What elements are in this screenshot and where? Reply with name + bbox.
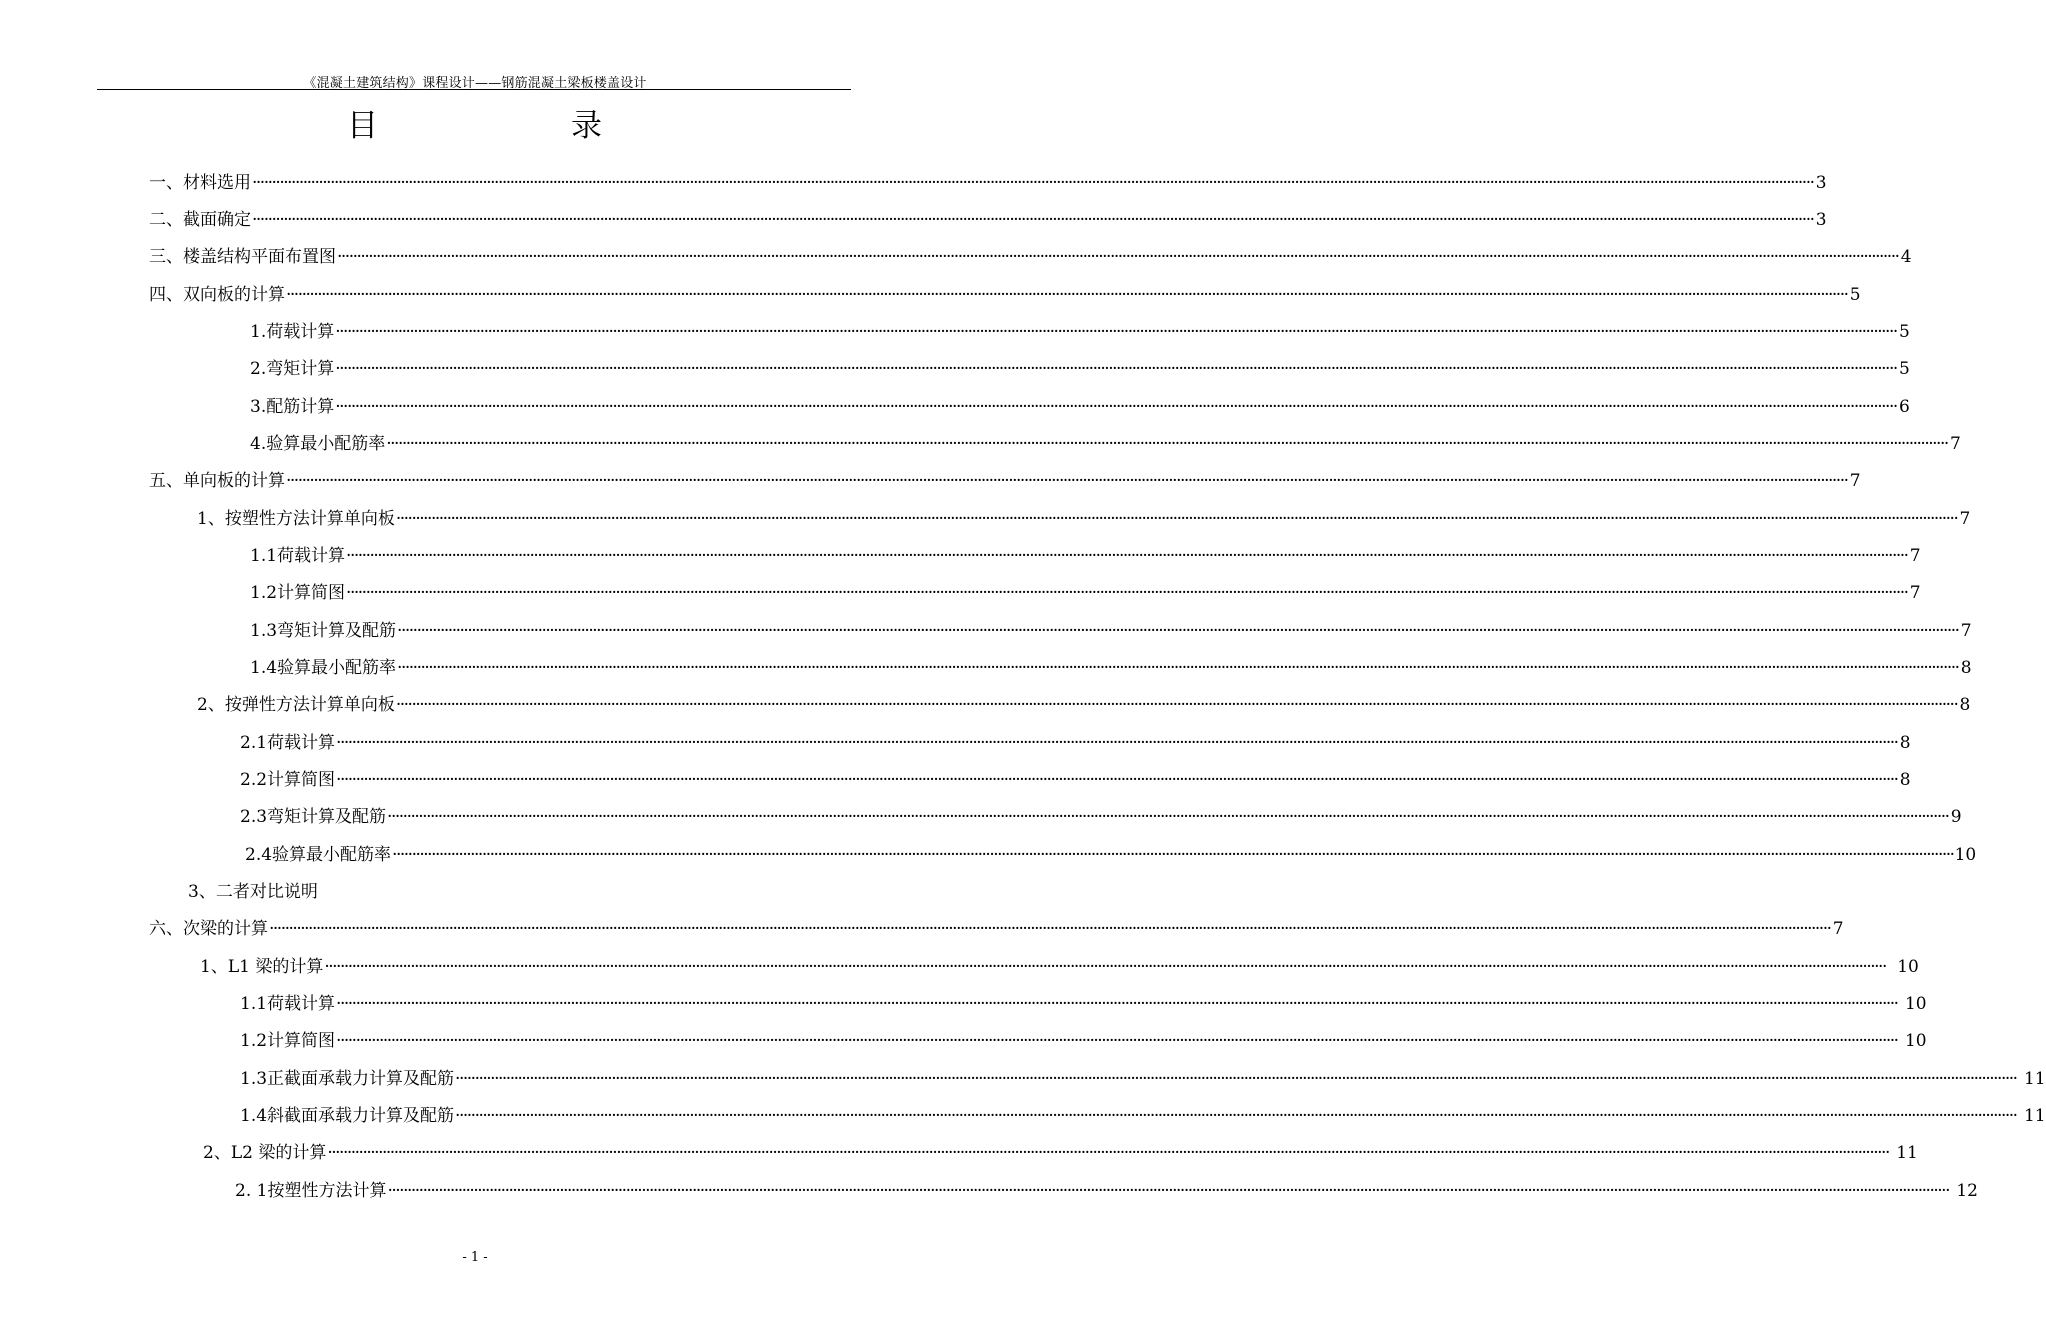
- toc-entry-label: 荷载计算: [267, 994, 336, 1014]
- toc-entry-number: 1.1: [240, 994, 268, 1014]
- toc-entry[interactable]: [149, 245, 1912, 269]
- header-rule: [97, 89, 851, 90]
- toc-dot-leader: ················································································································································································································································································································································································································: [327, 1143, 1889, 1163]
- toc-entry-label: 计算简图: [267, 770, 336, 790]
- toc-entry-number: 1.: [250, 322, 267, 342]
- toc-entry-page: 10: [1897, 957, 1919, 977]
- toc-entry-page: 11: [1896, 1143, 1918, 1163]
- toc-entry[interactable]: [203, 1141, 1918, 1165]
- toc-dot-leader: ················································································································································································································································································································································································································: [286, 285, 1848, 305]
- toc-entry-number: 2.3: [240, 807, 268, 827]
- toc-entry-label: 四、双向板的计算: [149, 285, 285, 305]
- toc-entry[interactable]: [240, 805, 1962, 829]
- toc-entry[interactable]: [240, 1104, 2046, 1128]
- toc-entry-label: 计算简图: [277, 583, 346, 603]
- toc-entry-page: 4: [1900, 247, 1912, 267]
- toc-entry-page: 12: [1956, 1181, 1978, 1201]
- toc-dot-leader: ················································································································································································································································································································································································································: [286, 471, 1848, 491]
- toc-entry-number: 1.2: [250, 583, 278, 603]
- toc-entry-label: 验算最小配筋率: [272, 845, 392, 865]
- toc-entry-page: 6: [1898, 397, 1910, 417]
- toc-entry[interactable]: [149, 208, 1827, 232]
- toc-entry[interactable]: [245, 843, 1977, 867]
- toc-entry-label: 配筋计算: [266, 397, 335, 417]
- toc-title-char-2: 录: [571, 108, 602, 144]
- toc-entry-page: 7: [1849, 471, 1861, 491]
- toc-dot-leader: ················································································································································································································································································································································································································: [252, 173, 1814, 193]
- toc-entry-label: 验算最小配筋率: [277, 658, 397, 678]
- toc-entry-page: 5: [1898, 322, 1910, 342]
- toc-title-char-1: 目: [347, 108, 378, 144]
- toc-dot-leader: ················································································································································································································································································································································································································: [387, 807, 1949, 827]
- toc-entry[interactable]: [240, 992, 1927, 1016]
- toc-dot-leader: ················································································································································································································································································································································································································: [336, 733, 1898, 753]
- toc-entry[interactable]: [200, 955, 1919, 979]
- toc-dot-leader: ················································································································································································································································································································································································································: [387, 1181, 1949, 1201]
- toc-entry-page: 8: [1899, 733, 1911, 753]
- toc-entry-label: 荷载计算: [266, 322, 335, 342]
- toc-entry-label: 按塑性方法计算: [267, 1181, 387, 1201]
- toc-entry-number: 2. 1: [235, 1181, 268, 1201]
- toc-entry-page: 3: [1815, 173, 1827, 193]
- toc-dot-leader: ················································································································································································································································································································································································································: [335, 397, 1897, 417]
- toc-dot-leader: ················································································································································································································································································································································································································: [395, 695, 1958, 715]
- toc-entry[interactable]: [149, 283, 1861, 307]
- toc-entry-number: 4.: [250, 434, 267, 454]
- toc-entry[interactable]: [240, 1029, 1927, 1053]
- running-header: 《混凝土建筑结构》课程设计——钢筋混凝土梁板楼盖设计: [303, 76, 647, 91]
- toc-entry[interactable]: [197, 693, 1971, 717]
- toc-entry-number: 2.4: [245, 845, 273, 865]
- toc-entry[interactable]: [235, 1179, 1978, 1203]
- toc-entry-page: 10: [1904, 994, 1927, 1014]
- toc-dot-leader: ················································································································································································································································································································································································································: [336, 994, 1898, 1014]
- toc-entry-label: 弯矩计算: [266, 359, 335, 379]
- toc-entry-page: 7: [1959, 509, 1971, 529]
- toc-dot-leader: ················································································································································································································································································································································································································: [455, 1069, 2017, 1089]
- page-number: - 1 -: [462, 1250, 488, 1265]
- toc-entry-page: 7: [1909, 583, 1921, 603]
- toc-dot-leader: ················································································································································································································································································································································································································: [336, 770, 1898, 790]
- toc-entry[interactable]: [250, 656, 1972, 680]
- toc-dot-leader: ················································································································································································································································································································································································································: [335, 359, 1897, 379]
- toc-entry[interactable]: [250, 544, 1921, 568]
- toc-entry-number: 1.2: [240, 1031, 268, 1051]
- toc-entry-number: 1.4: [240, 1106, 268, 1126]
- toc-entry-number: 1.3: [250, 621, 278, 641]
- toc-entry-number: 1.4: [250, 658, 278, 678]
- toc-dot-leader: ················································································································································································································································································································································································································: [337, 247, 1899, 267]
- toc-entry[interactable]: [197, 507, 1971, 531]
- toc-dot-leader: ················································································································································································································································································································································································································: [455, 1106, 2017, 1126]
- toc-entry[interactable]: [250, 357, 1910, 381]
- toc-dot-leader: ················································································································································································································································································································································································································: [324, 957, 1886, 977]
- toc-entry-label: 正截面承载力计算及配筋: [267, 1069, 455, 1089]
- toc-entry-page: 3: [1815, 210, 1827, 230]
- toc-entry-label: 计算简图: [267, 1031, 336, 1051]
- toc-entry-label: 斜截面承载力计算及配筋: [267, 1106, 455, 1126]
- toc-entry-number: 2.1: [240, 733, 268, 753]
- toc-entry-label: 2、L2 梁的计算: [203, 1143, 327, 1163]
- toc-entry-page: 5: [1898, 359, 1910, 379]
- toc-entry[interactable]: [240, 731, 1911, 755]
- toc-dot-leader: ················································································································································································································································································································································································································: [335, 322, 1897, 342]
- toc-dot-leader: ················································································································································································································································································································································································································: [336, 1031, 1898, 1051]
- toc-entry-page: 11: [2023, 1069, 2046, 1089]
- toc-entry-number: 2.: [250, 359, 267, 379]
- toc-entry-label: 1、L1 梁的计算: [200, 957, 324, 977]
- toc-entry-number: 3.: [250, 397, 267, 417]
- toc-entry[interactable]: [250, 395, 1910, 419]
- toc-entry-page: 8: [1960, 658, 1972, 678]
- toc-entry-number: 2.2: [240, 770, 268, 790]
- toc-dot-leader: ················································································································································································································································································································································································································: [397, 658, 1959, 678]
- toc-entry-page: 7: [1949, 434, 1961, 454]
- toc-entry-page: 9: [1950, 807, 1962, 827]
- toc-dot-leader: ················································································································································································································································································································································································································: [395, 509, 1958, 529]
- toc-entry-label: 荷载计算: [277, 546, 346, 566]
- toc-dot-leader: ················································································································································································································································································································································································································: [392, 845, 1954, 865]
- toc-entry[interactable]: [149, 171, 1827, 195]
- toc-entry[interactable]: [250, 320, 1910, 344]
- toc-entry-label: 弯矩计算及配筋: [277, 621, 397, 641]
- toc-entry[interactable]: [149, 469, 1861, 493]
- toc-entry-label: 二、截面确定: [149, 210, 251, 230]
- toc-entry-number: 1.3: [240, 1069, 268, 1089]
- toc-dot-leader: ················································································································································································································································································································································································································: [346, 546, 1908, 566]
- toc-entry-number: 1.1: [250, 546, 278, 566]
- toc-entry-page: 7: [1832, 919, 1844, 939]
- toc-dot-leader: ················································································································································································································································································································································································································: [269, 919, 1831, 939]
- toc-entry-label: 弯矩计算及配筋: [267, 807, 387, 827]
- toc-entry-page: 10: [1954, 845, 1977, 865]
- toc-title: [0, 106, 950, 146]
- toc-entry-page: 8: [1959, 695, 1971, 715]
- toc-entry-label: 3、二者对比说明: [188, 882, 318, 902]
- toc-entry-label: 验算最小配筋率: [266, 434, 386, 454]
- toc-entry[interactable]: [149, 917, 1844, 941]
- toc-entry[interactable]: [240, 768, 1911, 792]
- toc-entry[interactable]: [240, 1067, 2046, 1091]
- toc-entry[interactable]: [250, 619, 1972, 643]
- toc-entry-page: 7: [1909, 546, 1921, 566]
- toc-entry-page: 8: [1899, 770, 1911, 790]
- toc-entry[interactable]: [250, 581, 1921, 605]
- toc-dot-leader: ················································································································································································································································································································································································································: [252, 210, 1814, 230]
- toc-entry-label: 五、单向板的计算: [149, 471, 285, 491]
- toc-dot-leader: ················································································································································································································································································································································································································: [397, 621, 1959, 641]
- toc-dot-leader: ················································································································································································································································································································································································································: [386, 434, 1948, 454]
- toc-entry-page: 5: [1849, 285, 1861, 305]
- toc-entry-label: 2、按弹性方法计算单向板: [197, 695, 395, 715]
- toc-entry[interactable]: [188, 880, 848, 904]
- toc-entry-page: 10: [1904, 1031, 1927, 1051]
- toc-entry-label: 荷载计算: [267, 733, 336, 753]
- toc-entry-label: 六、次梁的计算: [149, 919, 268, 939]
- toc-entry[interactable]: [250, 432, 1961, 456]
- toc-entry-page: 7: [1960, 621, 1972, 641]
- toc-entry-page: 11: [2023, 1106, 2046, 1126]
- toc-dot-leader: ················································································································································································································································································································································································································: [346, 583, 1908, 603]
- toc-entry-label: 1、按塑性方法计算单向板: [197, 509, 395, 529]
- toc-entry-label: 三、楼盖结构平面布置图: [149, 247, 336, 267]
- toc-entry-label: 一、材料选用: [149, 173, 251, 193]
